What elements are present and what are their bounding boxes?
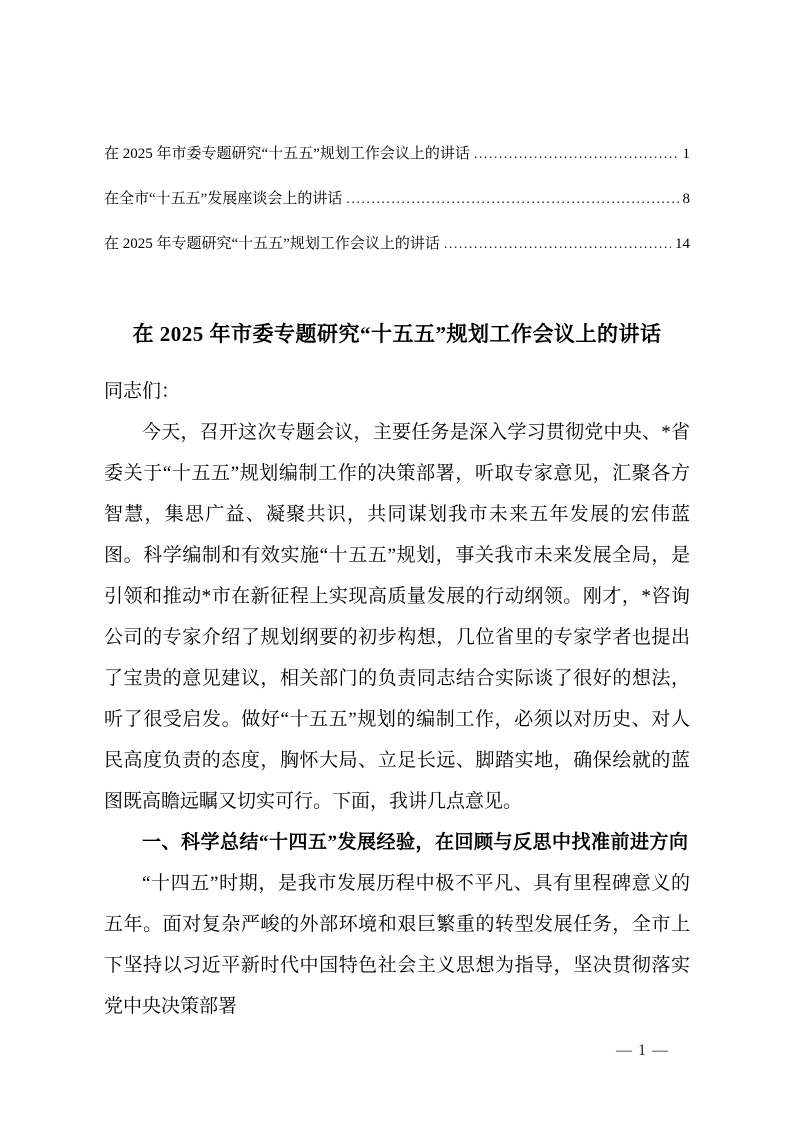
document-body — [104, 371, 690, 1027]
section-heading: 一、科学总结“十四五”发展经验，在回顾与反思中找准前进方向 — [142, 832, 689, 853]
paragraph-2: “十四五”时期，是我市发展历程中极不平凡、具有里程碑意义的五年。面对复杂严峻的外部环境和艰巨繁重的转型发展任务，全市上下坚持以习近平新时代中国特色社会主义思想为指导，坚决贯彻落实党中央决策部署 — [104, 873, 690, 1017]
toc-entry-title: 在 2025 年市委专题研究“十五五”规划工作会议上的讲话 — [104, 146, 470, 162]
paragraph-1: 今天，召开这次专题会议，主要任务是深入学习贯彻党中央、*省委关于“十五五”规划编制工作的决策部署，听取专家意见，汇聚各方智慧，集思广益、凝聚共识，共同谋划我市未来五年发展的宏伟蓝图。科学编制和有效实施“十五五”规划，事关我市未来发展全局，是引领和推动*市在新征程上实现高质量发展的行动纲领。刚才，*咨询公司的专家介绍了规划纲要的初步构想，几位省里的专家学者也提出了宝贵的意见建议，相关部门的负责同志结合实际谈了很好的想法，听了很受启发。做好“十五五”规划的编制工作，必须以对历史、对人民高度负责的态度，胸怀大局、立足长远、脚踏实地，确保绘就的蓝图既高瞻远瞩又切实可行。下面，我讲几点意见。 — [104, 422, 690, 812]
toc-entry-3[interactable] — [104, 222, 690, 267]
toc-leader-dots — [444, 223, 671, 267]
table-of-contents — [104, 132, 690, 267]
document-title: 在 2025 年市委专题研究“十五五”规划工作会议上的讲话 — [132, 322, 662, 346]
footer-page-number: — 1 — — [616, 1042, 669, 1059]
toc-page-number: 8 — [682, 191, 690, 207]
salutation: 同志们： — [104, 381, 181, 402]
toc-entry-1[interactable] — [104, 132, 690, 177]
toc-page-number: 14 — [675, 236, 690, 252]
toc-leader-dots — [346, 178, 678, 222]
toc-leader-dots — [474, 133, 679, 177]
toc-entry-title: 在全市“十五五”发展座谈会上的讲话 — [104, 191, 343, 207]
toc-page-number: 1 — [682, 146, 690, 162]
toc-entry-title: 在 2025 年专题研究“十五五”规划工作会议上的讲话 — [104, 236, 440, 252]
toc-entry-2[interactable] — [104, 177, 690, 222]
